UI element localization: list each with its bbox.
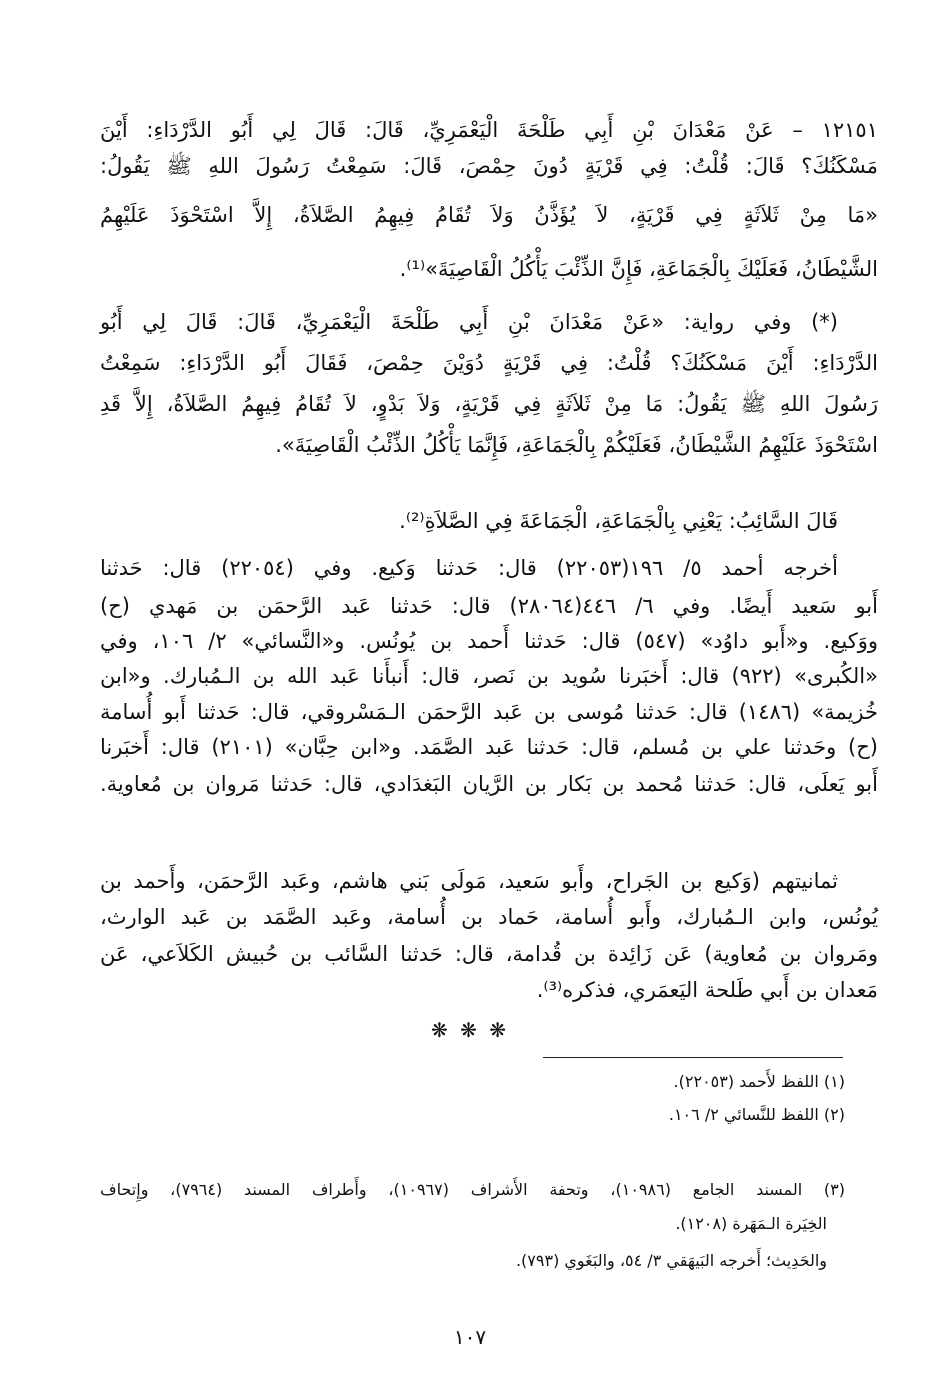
variant-line: الدَّرْدَاءِ: أَيْنَ مَسْكَنُكَ؟ قُلْتُ: فِي قَرْيَةٍ دُوَيْنَ حِمْصَ، فَقَالَ أَبُو الدَّرْدَاءِ: سَمِعْتُ bbox=[100, 351, 878, 375]
footnote: (١) اللفظ لأَحمد (٢٢٠٥٣). bbox=[673, 1072, 845, 1091]
variant-line: اسْتَحْوَذَ عَلَيْهِمُ الشَّيْطَانُ، فَعَلَيْكُمْ بِالْجَمَاعَةِ، فَإِنَّمَا يَأْكُلُ الذِّئْبُ الْقَاصِيَةَ». bbox=[275, 433, 878, 457]
takhrij-line: أَبو سَعيد أَيضًا. وفي ٦/ ٤٤٦(٢٨٠٦٤) قال: حَدثنا عَبد الرَّحمَن بن مَهدي (ح) bbox=[100, 594, 878, 618]
footnote-divider bbox=[543, 1057, 843, 1058]
footnote: (٣) المسند الجامع (١٠٩٨٦)، وتحفة الأَشراف (١٠٩٦٧)، وأَطراف المسند (٧٩٦٤)، وإِتحاف bbox=[100, 1180, 846, 1199]
takhrij-line: أخرجه أحمد ٥/ ١٩٦(٢٢٠٥٣) قال: حَدثنا وَكيع. وفي (٢٢٠٥٤) قال: حَدثنا bbox=[100, 556, 838, 580]
page-number: ١٠٧ bbox=[453, 1325, 487, 1349]
takhrij-line: أَبو يَعلَى، قال: حَدثنا مُحمد بن بَكار بن الرَّيان البَغدَادي، قال: حَدثنا مَروان بن مُعاوية. bbox=[100, 772, 878, 796]
section-separator: ❋ ❋ ❋ bbox=[431, 1018, 509, 1042]
takhrij-line: ووَكيع. و«أَبو داوُد» (٥٤٧) قال: حَدثنا أَحمد بن يُونُس. و«النَّسائي» ٢/ ١٠٦، وفي bbox=[100, 629, 878, 653]
hadith-line: مَسْكَنُكَ؟ قَالَ: قُلْتُ: فِي قَرْيَةٍ دُونَ حِمْصَ، قَالَ: سَمِعْتُ رَسُولَ اللهِ ﷺ يَقُولُ: bbox=[100, 154, 878, 178]
takhrij-line: «الكُبرى» (٩٢٢) قال: أَخبَرنا سُويد بن نَصر، قال: أَنبأَنا عَبد الله بن الـمُبارك. و«ابن bbox=[100, 664, 878, 688]
hadith-line: الشَّيْطَانُ، فَعَلَيْكَ بِالْجَمَاعَةِ، فَإِنَّ الذِّئْبَ يَأْكُلُ الْقَاصِيَةَ»⁽¹⁾. bbox=[399, 257, 878, 281]
narrator-comment: قَالَ السَّائِبُ: يَعْنِي بِالْجَمَاعَةِ، الْجَمَاعَةَ فِي الصَّلاَةِ⁽²⁾. bbox=[399, 509, 838, 533]
takhrij-line: (ح) وحَدثنا علي بن مُسلم، قال: حَدثنا عَبد الصَّمَد. و«ابن حِبَّان» (٢١٠١) قال: أَخبَرنا bbox=[100, 735, 878, 759]
summary-line: مَعدان بن أَبي طَلحة اليَعمَري، فذكره⁽³⁾. bbox=[536, 978, 878, 1002]
summary-line: ومَروان بن مُعاوية) عَن زَائِدة بن قُدامة، قال: حَدثنا السَّائب بن حُبيش الكَلاَعي، عَن bbox=[100, 942, 878, 966]
hadith-line: «مَا مِنْ ثَلاَثَةٍ فِي قَرْيَةٍ، لاَ يُؤَذَّنُ وَلاَ تُقَامُ فِيهِمُ الصَّلاَةُ، إِلاَّ اسْتَحْوَذَ عَلَيْهِمُ bbox=[100, 203, 878, 227]
variant-line: رَسُولَ اللهِ ﷺ يَقُولُ: مَا مِنْ ثَلاَثَةٍ فِي قَرْيَةٍ، وَلاَ بَدْوٍ، لاَ تُقَامُ فِيهِمُ الصَّلاَةُ، إِلاَّ قَدِ bbox=[100, 392, 878, 416]
hadith-line: ١٢١٥١ – عَنْ مَعْدَانَ بْنِ أَبِي طَلْحَةَ الْيَعْمَرِيِّ، قَالَ: قَالَ لِي أَبُو الدَّرْدَاءِ: أَيْنَ bbox=[100, 118, 878, 142]
footnote: الخِيَرة الـمَهَرة (١٢٠٨). bbox=[675, 1214, 827, 1233]
footnote: (٢) اللفظ للنَّسائي ٢/ ١٠٦. bbox=[668, 1105, 845, 1124]
summary-line: يُونُس، وابن الـمُبارك، وأَبو أُسامة، حَماد بن أُسامة، وعَبد الصَّمَد بن عَبد الوارث، bbox=[100, 905, 878, 929]
summary-line: ثمانيتهم (وَكيع بن الجَراح، وأَبو سَعيد، مَولَى بَني هاشم، وعَبد الرَّحمَن، وأَحمد بن bbox=[100, 869, 838, 893]
takhrij-line: خُزيمة» (١٤٨٦) قال: حَدثنا مُوسى بن عَبد الرَّحمَن الـمَسْروقي، قال: حَدثنا أَبو أُسامة bbox=[100, 700, 878, 724]
variant-line: (*) وفي رواية: «عَنْ مَعْدَانَ بْنِ أَبِي طَلْحَةَ الْيَعْمَرِيِّ، قَالَ: قَالَ لِي أَبُو bbox=[100, 310, 838, 334]
footnote: والحَدِيث؛ أَخرجه البَيهَقي ٣/ ٥٤، والبَغَوي (٧٩٣). bbox=[515, 1251, 827, 1270]
